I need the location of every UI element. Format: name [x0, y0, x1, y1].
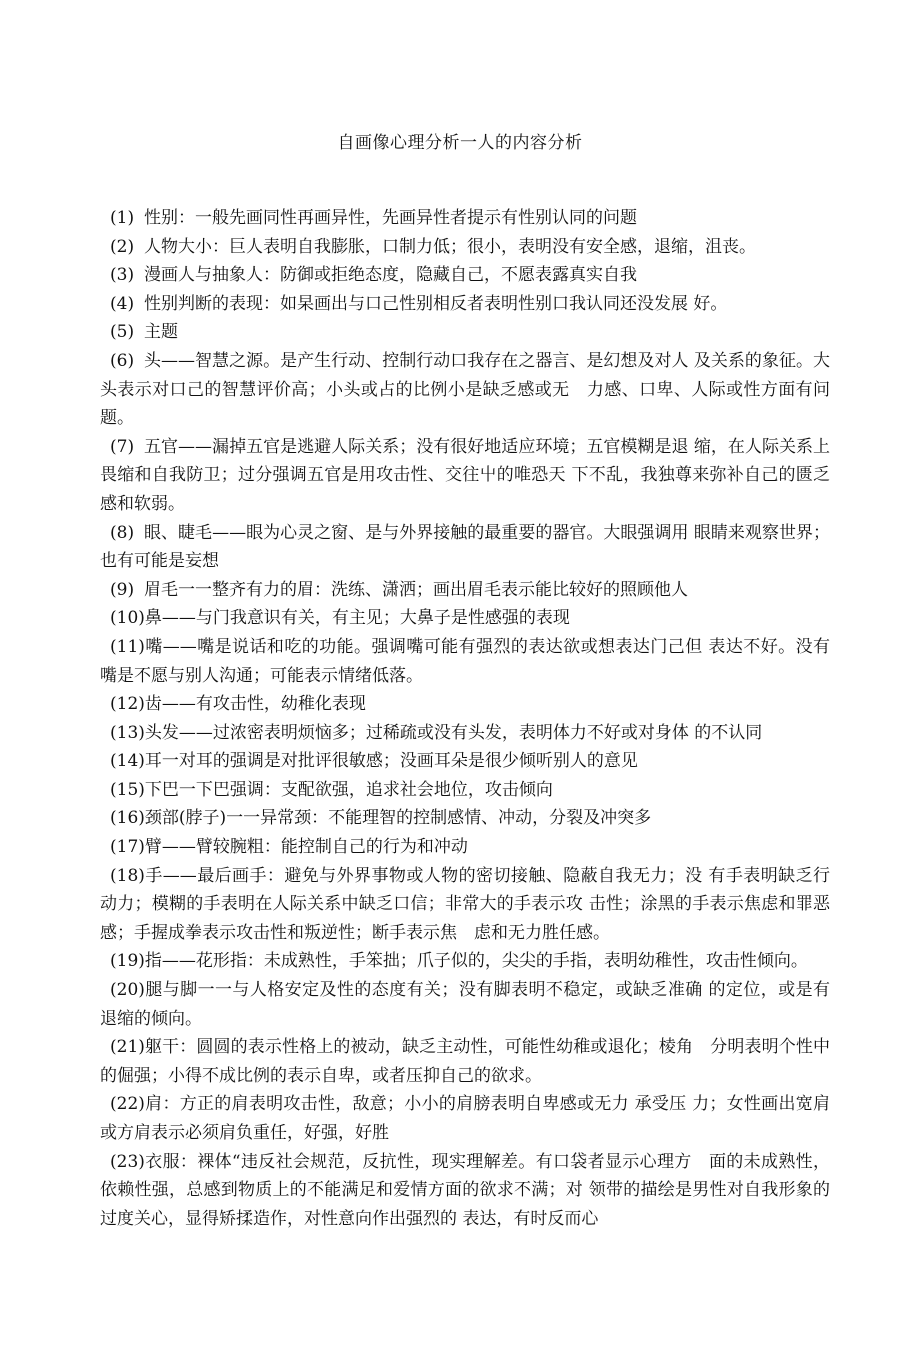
list-item: [100, 519, 830, 576]
item-text: 手——最后画手：避免与外界事物或人物的密切接触、隐蔽自我无力；没 有手表明缺乏行动力；模糊的手表明在人际关系中缺乏口信；非常大的手表示攻 击性；涂黑的手表示焦虑和罪恶感；手握成拳表示攻击性和叛逆性；断手表示焦 虑和无力胜任感。: [100, 865, 830, 943]
list-item: [100, 1090, 830, 1147]
item-number: (16): [110, 808, 145, 829]
item-text: 腿与脚一一与人格安定及性的态度有关；没有脚表明不稳定，或缺乏准确 的定位，或是有退缩的倾向。: [100, 980, 830, 1029]
item-number: (11): [110, 636, 145, 657]
item-list: [100, 204, 830, 1233]
item-number: (1): [110, 208, 135, 228]
list-item: [100, 1148, 830, 1234]
item-number: (9): [110, 579, 135, 600]
list-item: [100, 576, 830, 605]
item-number: (2): [110, 236, 135, 257]
item-number: (21): [110, 1037, 145, 1058]
item-number: (5): [110, 322, 135, 343]
list-item: [100, 804, 830, 833]
item-text: 衣服：裸体“违反社会规范，反抗性，现实理解差。有口袋者显示心理方 面的未成熟性，依赖性强，总感到物质上的不能满足和爱情方面的欲求不满；对 领带的描绘是男性对自我形象的过度关心，显得矫揉造作，对性意向作出强烈的 表达，有时反而心: [100, 1151, 830, 1229]
item-text: 性别：一般先画同性再画异性，先画异性者提示有性别认同的问题: [144, 208, 637, 228]
item-number: (20): [110, 980, 145, 1001]
item-text: 肩：方正的肩表明攻击性，敌意；小小的肩膀表明自卑感或无力 承受压 力；女性画出宽肩或方肩表示必须肩负重任，好强，好胜: [100, 1094, 830, 1143]
item-number: (12): [110, 694, 145, 715]
item-number: (17): [110, 837, 145, 858]
item-number: (4): [110, 293, 135, 314]
item-text: 人物大小：巨人表明自我膨胀，口制力低；很小，表明没有安全感，退缩，沮丧。: [144, 236, 756, 257]
item-number: (7): [110, 436, 135, 457]
item-number: (23): [110, 1151, 145, 1172]
item-text: 臂——臂较腕粗：能控制自己的行为和冲动: [144, 837, 468, 858]
item-text: 五官——漏掉五官是逃避人际关系；没有很好地适应环境；五官模糊是退 缩，在人际关系上畏缩和自我防卫；过分强调五官是用攻击性、交往屮的唯恐天 下不乱，我独尊来弥补自己的匮乏感和软弱。: [100, 436, 830, 514]
list-item: [100, 318, 830, 347]
item-number: (22): [110, 1094, 145, 1115]
item-number: (3): [110, 265, 135, 286]
list-item: [100, 862, 830, 948]
list-item: [100, 604, 830, 633]
list-item: [100, 976, 830, 1033]
item-number: (18): [110, 865, 145, 886]
item-text: 眉毛一一整齐有力的眉：洗练、潇洒；画出眉毛表示能比较好的照顾他人: [144, 579, 688, 600]
item-number: (13): [110, 722, 145, 743]
list-item: [100, 347, 830, 433]
item-number: (10): [110, 608, 145, 629]
item-text: 躯干：圆圆的表示性格上的被动，缺乏主动性，可能性幼稚或退化；棱角 分明表明个性中的倔强；小得不成比例的表示自卑，或者压抑自己的欲求。: [100, 1037, 830, 1086]
item-number: (19): [110, 951, 145, 972]
item-text: 耳一对耳的强调是对批评很敏感；没画耳朵是很少倾听别人的意见: [144, 751, 638, 772]
list-item: [100, 290, 830, 319]
list-item: [100, 833, 830, 862]
document-title: 自画像心理分析一人的内容分析: [337, 133, 583, 153]
item-number: (15): [110, 779, 145, 800]
item-text: 头发——过浓密表明烦恼多；过稀疏或没有头发，表明体力不好或对身体 的不认同: [144, 722, 763, 743]
list-item: [100, 776, 830, 805]
item-text: 齿——有攻击性，幼稚化表现: [144, 694, 366, 715]
list-item: [100, 204, 830, 233]
item-text: 性别判断的表现：如杲画出与口己性别相反者表明性别口我认同还没发展 好。: [144, 293, 728, 314]
item-number: (6): [110, 350, 135, 371]
list-item: [100, 747, 830, 776]
item-number: (8): [110, 522, 135, 543]
list-item: [100, 719, 830, 748]
item-text: 漫画人与抽象人：防御或拒绝态度，隐藏自己，不愿表露真实自我: [144, 265, 637, 286]
item-text: 嘴——嘴是说话和吃的功能。强调嘴可能有强烈的表达欲或想表达门己但 表达不好。没有嘴是不愿与别人沟通；可能表示情绪低落。: [100, 636, 830, 686]
item-number: (14): [110, 751, 145, 772]
item-text: 头——智慧之源。是产生行动、控制行动口我存在之器言、是幻想及对人 及关系的象征。大头表示对口己的智慧评价高；小头或占的比例小是缺乏感或无 力感、口卑、人际或性方面有问题。: [100, 350, 830, 429]
list-item: [100, 233, 830, 262]
list-item: [100, 690, 830, 719]
item-text: 颈部(脖子)一一异常颈：不能理智的控制感情、冲动，分裂及冲突多: [144, 808, 652, 829]
item-text: 指——花形指：未成熟性，手笨拙；爪子似的，尖尖的手指，表明幼稚性，攻击性倾向。: [144, 951, 808, 972]
list-item: [100, 433, 830, 519]
item-text: 鼻——与门我意识有关，有主见；大鼻子是性感强的表现: [144, 608, 570, 629]
list-item: [100, 1033, 830, 1090]
list-item: [100, 261, 830, 290]
item-text: 主题: [144, 322, 178, 343]
item-text: 下巴一下巴强调：支配欲强，追求社会地位，攻击倾向: [144, 779, 553, 800]
item-text: 眼、睫毛——眼为心灵之窗、是与外界接触的最重要的器官。大眼强调用 眼睛来观察世界；也有可能是妄想: [100, 522, 830, 572]
list-item: [100, 947, 830, 976]
list-item: [100, 633, 830, 690]
